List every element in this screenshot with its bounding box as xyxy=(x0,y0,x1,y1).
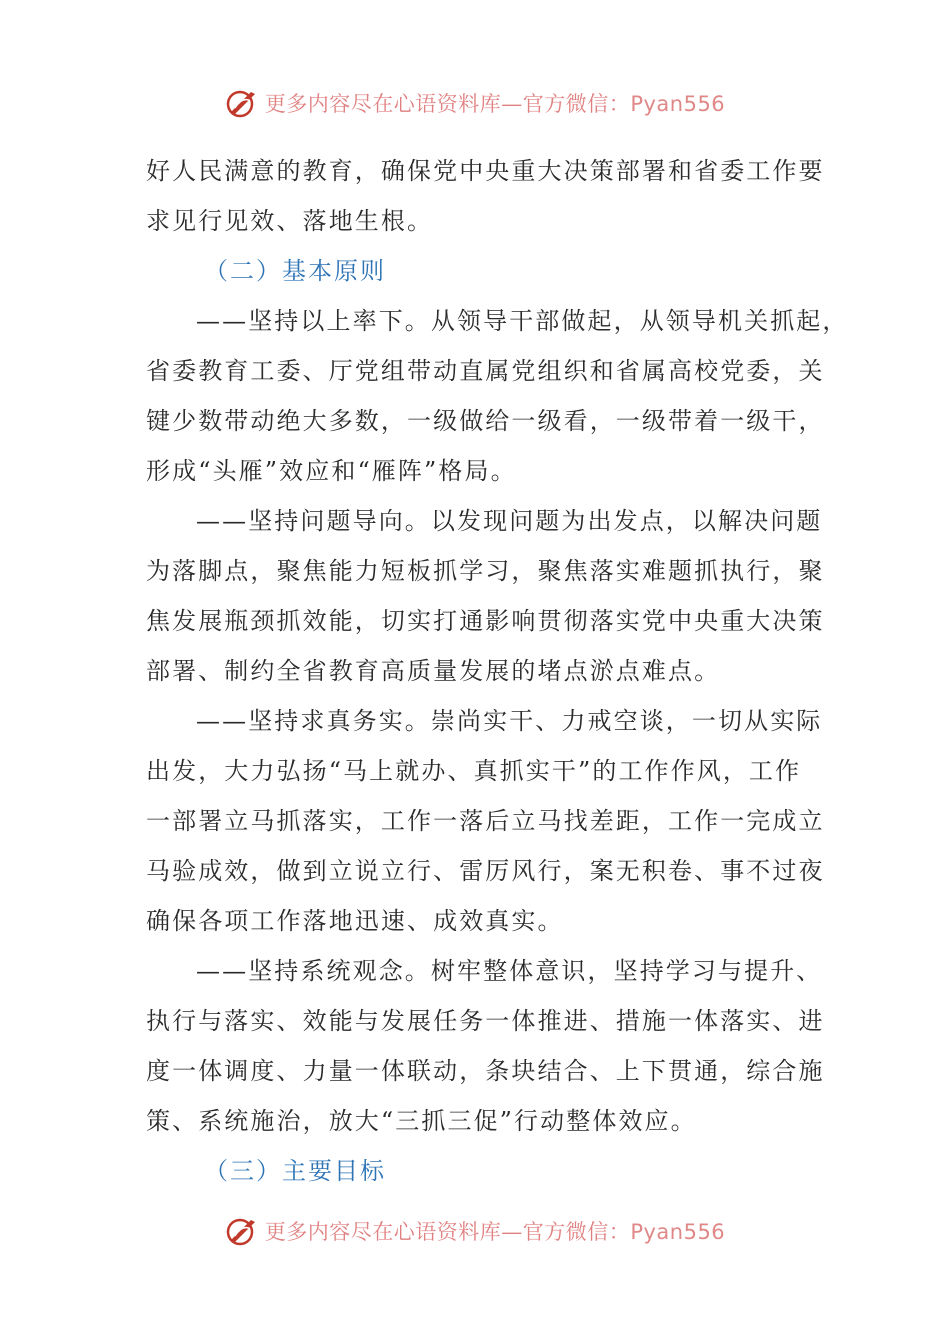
text-line: 一部署立马抓落实，工作一落后立马找差距，工作一完成立 xyxy=(146,807,825,835)
watermark-text: 更多内容尽在心语资料库—官方微信： xyxy=(264,92,631,116)
pen-logo-icon xyxy=(225,86,259,120)
text-line: 确保各项工作落地迅速、成效真实。 xyxy=(146,907,564,935)
text-line: 形成“头雁”效应和“雁阵”格局。 xyxy=(146,457,517,485)
text-line: 省委教育工委、厅党组带动直属党组织和省属高校党委，关 xyxy=(146,357,825,385)
text-line: 度一体调度、力量一体联动，条块结合、上下贯通，综合施 xyxy=(146,1057,825,1085)
text-line: ——坚持以上率下。从领导干部做起，从领导机关抓起， xyxy=(196,307,849,335)
text-line: ——坚持问题导向。以发现问题为出发点，以解决问题 xyxy=(196,507,823,535)
section-heading: （三）主要目标 xyxy=(204,1157,386,1185)
watermark-wechat-id: Pyan556 xyxy=(630,92,726,116)
text-line: 求见行见效、落地生根。 xyxy=(146,207,434,235)
text-line: 出发，大力弘扬“马上就办、真抓实干”的工作作风，工作 xyxy=(146,757,802,785)
document-body xyxy=(146,146,849,1196)
watermark-wechat-id: Pyan556 xyxy=(630,1220,726,1244)
text-line: 为落脚点，聚焦能力短板抓学习，聚焦落实难题抓执行，聚 xyxy=(146,557,825,585)
watermark-text: 更多内容尽在心语资料库—官方微信： xyxy=(264,1220,631,1244)
text-line: 部署、制约全省教育高质量发展的堵点淤点难点。 xyxy=(146,657,721,685)
text-line: 策、系统施治，放大“三抓三促”行动整体效应。 xyxy=(146,1107,697,1135)
watermark-footer xyxy=(0,1206,950,1256)
watermark-header xyxy=(0,78,950,128)
text-line: 执行与落实、效能与发展任务一体推进、措施一体落实、进 xyxy=(146,1007,825,1035)
section-heading: （二）基本原则 xyxy=(204,257,386,285)
text-line: ——坚持求真务实。崇尚实干、力戒空谈，一切从实际 xyxy=(196,707,823,735)
text-line: ——坚持系统观念。树牢整体意识，坚持学习与提升、 xyxy=(196,957,823,985)
text-line: 键少数带动绝大多数，一级做给一级看，一级带着一级干， xyxy=(146,407,825,435)
text-line: 好人民满意的教育，确保党中央重大决策部署和省委工作要 xyxy=(146,157,825,185)
text-line: 焦发展瓶颈抓效能，切实打通影响贯彻落实党中央重大决策 xyxy=(146,607,825,635)
text-line: 马验成效，做到立说立行、雷厉风行，案无积卷、事不过夜 xyxy=(146,857,825,885)
pen-logo-icon xyxy=(225,1214,259,1248)
